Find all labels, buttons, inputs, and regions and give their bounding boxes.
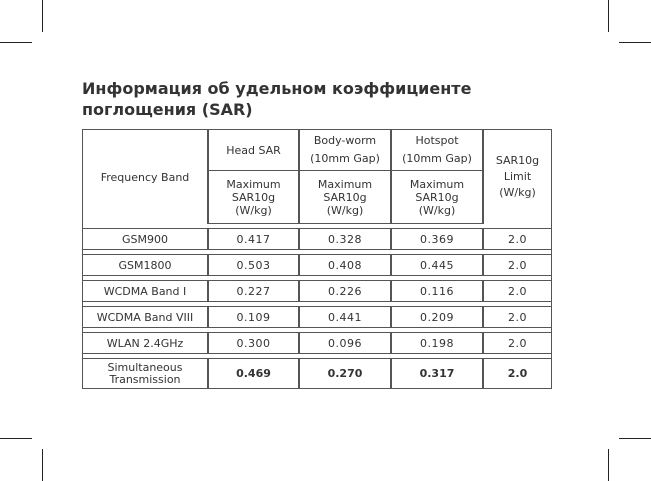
header-text: SAR10g <box>231 190 276 204</box>
header-max-body <box>299 171 391 224</box>
table-row <box>82 332 552 354</box>
limit-cell: 2.0 <box>483 280 552 302</box>
limit-cell: 2.0 <box>483 228 552 250</box>
header-body-worn <box>299 129 391 171</box>
header-frequency-band: Frequency Band <box>82 129 208 224</box>
hotspot-sar-cell: 0.209 <box>391 306 483 328</box>
sar-table <box>82 129 552 389</box>
header-text: (W/kg) <box>499 186 536 199</box>
head-sar-cell: 0.227 <box>208 280 299 302</box>
limit-cell: 2.0 <box>483 254 552 276</box>
table-row <box>82 306 552 328</box>
crop-mark <box>0 438 32 439</box>
crop-mark <box>619 42 651 43</box>
head-sar-cell: 0.417 <box>208 228 299 250</box>
header-text: SAR10g <box>323 190 367 204</box>
crop-mark <box>608 0 609 32</box>
header-hotspot <box>391 129 483 171</box>
header-limit <box>483 129 552 224</box>
head-sar-cell: 0.300 <box>208 332 299 354</box>
band-cell: WLAN 2.4GHz <box>82 332 208 354</box>
header-text: Hotspot <box>415 134 459 147</box>
header-text: Body-worm <box>313 134 377 147</box>
crop-mark <box>42 0 43 32</box>
title-line: поглощения (SAR) <box>82 100 253 119</box>
band-cell <box>82 358 208 389</box>
body-sar-cell: 0.226 <box>299 280 391 302</box>
header-text: (10mm Gap) <box>310 152 380 165</box>
head-sar-cell: 0.109 <box>208 306 299 328</box>
header-head-sar: Head SAR <box>208 129 299 171</box>
header-text: (10mm Gap) <box>402 152 472 165</box>
hotspot-sar-cell: 0.116 <box>391 280 483 302</box>
head-sar-cell: 0.503 <box>208 254 299 276</box>
band-cell: WCDMA Band VIII <box>82 306 208 328</box>
crop-mark <box>0 42 32 43</box>
header-text: Limit <box>503 170 532 183</box>
table-row <box>82 280 552 302</box>
table-row-simultaneous <box>82 358 552 389</box>
band-cell: GSM900 <box>82 228 208 250</box>
hotspot-sar-cell: 0.445 <box>391 254 483 276</box>
band-text: Simultaneous <box>107 360 183 374</box>
table-header-row <box>82 129 552 171</box>
limit-cell: 2.0 <box>483 306 552 328</box>
crop-mark <box>619 438 651 439</box>
body-sar-cell: 0.096 <box>299 332 391 354</box>
header-text: (W/kg) <box>326 203 364 217</box>
table-row <box>82 254 552 276</box>
crop-mark <box>608 449 609 481</box>
body-sar-cell: 0.441 <box>299 306 391 328</box>
body-sar-cell: 0.328 <box>299 228 391 250</box>
body-sar-cell: 0.270 <box>299 358 391 389</box>
limit-cell: 2.0 <box>483 332 552 354</box>
header-text: (W/kg) <box>418 203 456 217</box>
limit-cell: 2.0 <box>483 358 552 389</box>
table-row <box>82 228 552 250</box>
hotspot-sar-cell: 0.198 <box>391 332 483 354</box>
band-cell: GSM1800 <box>82 254 208 276</box>
header-text: SAR10g <box>415 190 459 204</box>
title-line: Информация об удельном коэффициенте <box>82 79 472 98</box>
header-text: Maximum <box>317 177 373 191</box>
header-max-hotspot <box>391 171 483 224</box>
header-text: SAR10g <box>495 154 540 167</box>
crop-mark <box>42 449 43 481</box>
page-title <box>82 78 562 120</box>
band-cell: WCDMA Band I <box>82 280 208 302</box>
header-text: (W/kg) <box>235 203 272 217</box>
header-text: Maximum <box>409 177 465 191</box>
band-text: Transmission <box>109 372 181 386</box>
body-sar-cell: 0.408 <box>299 254 391 276</box>
hotspot-sar-cell: 0.369 <box>391 228 483 250</box>
hotspot-sar-cell: 0.317 <box>391 358 483 389</box>
header-max-head <box>208 171 299 224</box>
header-text: Maximum <box>226 177 281 191</box>
head-sar-cell: 0.469 <box>208 358 299 389</box>
